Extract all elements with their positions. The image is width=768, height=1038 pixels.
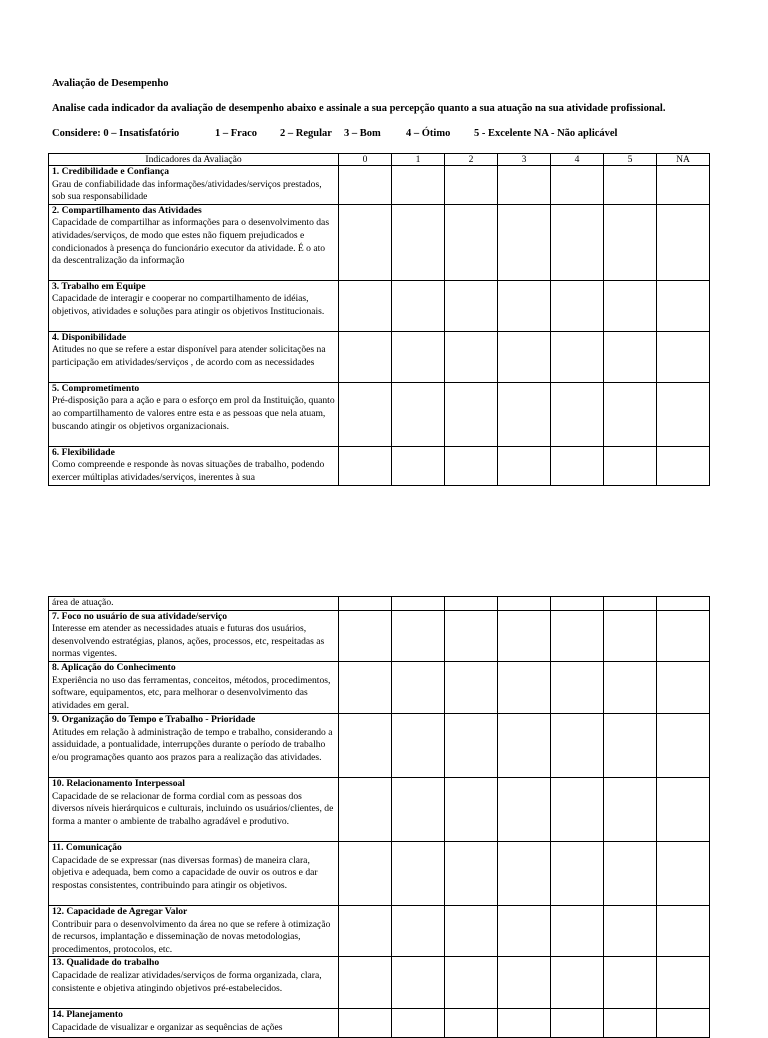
indicator-cell bbox=[49, 841, 339, 905]
instruction-text: Analise cada indicador da avaliação de desempenho abaixo e assinale a sua percepção quanto a sua atuação na sua atividade profissional. bbox=[52, 103, 666, 114]
rating-cell-na[interactable] bbox=[657, 1009, 710, 1038]
rating-cell-3[interactable] bbox=[498, 1009, 551, 1038]
indicator-cell bbox=[49, 957, 339, 1009]
scale-4: 4 – Ótimo bbox=[406, 128, 451, 139]
indicator-description: Contribuir para o desenvolvimento da área no que se refere à otimização de recursos, implantação e disseminação de novas metodologias, procedimentos, protocolos, etc. bbox=[52, 918, 331, 955]
rating-cell-2[interactable] bbox=[445, 841, 498, 905]
rating-cell-1[interactable] bbox=[392, 204, 445, 280]
indicator-title: 6. Flexibilidade bbox=[52, 446, 115, 458]
rating-cell-na[interactable] bbox=[657, 280, 710, 331]
rating-cell-3[interactable] bbox=[498, 204, 551, 280]
indicator-description: Atitudes em relação à administração de tempo e trabalho, considerando a assiduidade, a pontualidade, interrupções durante o período de trabalho e/ou programações quanto aos prazos para a realização das atividades. bbox=[52, 726, 333, 763]
rating-cell-1[interactable] bbox=[392, 597, 445, 611]
indicator-title: 1. Credibilidade e Confiança bbox=[52, 166, 170, 177]
column-header-3: 3 bbox=[498, 154, 551, 166]
indicator-description: Capacidade de compartilhar as informações para o desenvolvimento das atividades/serviços, de modo que estes não fiquem prejudicados e condicionados à presença do funcionário executor da atividade. É o ato da descentralização da informação bbox=[52, 217, 330, 267]
rating-cell-2[interactable] bbox=[445, 166, 498, 205]
rating-cell-2[interactable] bbox=[445, 382, 498, 446]
indicator-title: 4. Disponibilidade bbox=[52, 331, 127, 343]
rating-cell-2[interactable] bbox=[445, 1009, 498, 1038]
rating-cell-5[interactable] bbox=[604, 446, 657, 485]
column-header-4: 4 bbox=[551, 154, 604, 166]
rating-cell-0[interactable] bbox=[339, 1009, 392, 1038]
rating-cell-5[interactable] bbox=[604, 1009, 657, 1038]
rating-cell-5[interactable] bbox=[604, 610, 657, 661]
column-header-0: 0 bbox=[339, 154, 392, 166]
rating-cell-3[interactable] bbox=[498, 610, 551, 661]
table-row bbox=[49, 713, 710, 777]
rating-cell-4[interactable] bbox=[551, 166, 604, 205]
rating-cell-1[interactable] bbox=[392, 841, 445, 905]
rating-cell-3[interactable] bbox=[498, 280, 551, 331]
column-header-2: 2 bbox=[445, 154, 498, 166]
rating-cell-4[interactable] bbox=[551, 204, 604, 280]
rating-cell-na[interactable] bbox=[657, 713, 710, 777]
column-header-1: 1 bbox=[392, 154, 445, 166]
rating-cell-na[interactable] bbox=[657, 610, 710, 661]
table-row bbox=[49, 777, 710, 841]
rating-cell-0[interactable] bbox=[339, 331, 392, 382]
evaluation-table-part-2 bbox=[48, 596, 710, 1038]
indicator-title: 11. Comunicação bbox=[52, 841, 122, 853]
rating-cell-4[interactable] bbox=[551, 1009, 604, 1038]
continuation-cell bbox=[49, 597, 339, 611]
scale-0: Considere: 0 – Insatisfatório bbox=[52, 128, 180, 139]
column-header-5: 5 bbox=[604, 154, 657, 166]
indicator-description: Capacidade de se expressar (nas diversas formas) de maneira clara, objetiva e adequada, bem como a capacidade de ouvir os outros e dar respostas consistentes, contribuindo para atingir os objetivos. bbox=[52, 854, 318, 891]
table-row bbox=[49, 597, 710, 611]
rating-cell-4[interactable] bbox=[551, 957, 604, 1009]
rating-cell-4[interactable] bbox=[551, 713, 604, 777]
rating-cell-4[interactable] bbox=[551, 382, 604, 446]
rating-cell-4[interactable] bbox=[551, 331, 604, 382]
indicator-title: 9. Organização do Tempo e Trabalho - Prioridade bbox=[52, 713, 256, 725]
rating-cell-1[interactable] bbox=[392, 905, 445, 956]
indicator-cell bbox=[49, 777, 339, 841]
rating-cell-1[interactable] bbox=[392, 446, 445, 485]
rating-cell-0[interactable] bbox=[339, 280, 392, 331]
rating-cell-3[interactable] bbox=[498, 957, 551, 1009]
column-header-indicators: Indicadores da Avaliação bbox=[49, 154, 339, 166]
rating-cell-3[interactable] bbox=[498, 661, 551, 713]
rating-cell-1[interactable] bbox=[392, 661, 445, 713]
continuation-text: área de atuação. bbox=[52, 597, 114, 608]
indicator-cell bbox=[49, 166, 339, 205]
indicator-title: 14. Planejamento bbox=[52, 1009, 123, 1021]
rating-cell-5[interactable] bbox=[604, 597, 657, 611]
indicator-title: 10. Relacionamento Interpessoal bbox=[52, 777, 185, 789]
rating-cell-1[interactable] bbox=[392, 777, 445, 841]
rating-cell-3[interactable] bbox=[498, 166, 551, 205]
rating-cell-5[interactable] bbox=[604, 777, 657, 841]
indicator-description: Capacidade de visualizar e organizar as sequências de ações bbox=[52, 1021, 283, 1033]
rating-cell-0[interactable] bbox=[339, 610, 392, 661]
rating-cell-na[interactable] bbox=[657, 382, 710, 446]
rating-cell-0[interactable] bbox=[339, 382, 392, 446]
rating-cell-0[interactable] bbox=[339, 713, 392, 777]
rating-cell-5[interactable] bbox=[604, 280, 657, 331]
rating-cell-1[interactable] bbox=[392, 382, 445, 446]
rating-cell-2[interactable] bbox=[445, 957, 498, 1009]
table-row bbox=[49, 905, 710, 956]
rating-cell-3[interactable] bbox=[498, 597, 551, 611]
rating-cell-2[interactable] bbox=[445, 597, 498, 611]
rating-cell-0[interactable] bbox=[339, 661, 392, 713]
rating-cell-0[interactable] bbox=[339, 841, 392, 905]
table-row bbox=[49, 610, 710, 661]
rating-cell-3[interactable] bbox=[498, 841, 551, 905]
rating-cell-0[interactable] bbox=[339, 777, 392, 841]
rating-cell-1[interactable] bbox=[392, 1009, 445, 1038]
indicator-cell bbox=[49, 610, 339, 661]
rating-cell-2[interactable] bbox=[445, 280, 498, 331]
indicator-cell bbox=[49, 331, 339, 382]
document-title: Avaliação de Desempenho bbox=[52, 78, 169, 89]
rating-cell-4[interactable] bbox=[551, 841, 604, 905]
rating-cell-4[interactable] bbox=[551, 280, 604, 331]
rating-cell-0[interactable] bbox=[339, 905, 392, 956]
indicator-description: Pré-disposição para a ação e para o esforço em prol da Instituição, quanto ao compartilhamento de valores entre esta e as pessoas que nela atuam, buscando atingir os objetivos organizacionais. bbox=[52, 395, 335, 432]
rating-cell-na[interactable] bbox=[657, 661, 710, 713]
rating-cell-1[interactable] bbox=[392, 280, 445, 331]
table-row bbox=[49, 841, 710, 905]
indicator-cell bbox=[49, 280, 339, 331]
rating-cell-na[interactable] bbox=[657, 166, 710, 205]
column-header-na: NA bbox=[657, 154, 710, 166]
rating-cell-2[interactable] bbox=[445, 713, 498, 777]
table-row bbox=[49, 661, 710, 713]
rating-cell-0[interactable] bbox=[339, 166, 392, 205]
rating-cell-4[interactable] bbox=[551, 446, 604, 485]
indicator-cell bbox=[49, 1009, 339, 1038]
rating-cell-3[interactable] bbox=[498, 905, 551, 956]
scale-5-na: 5 - Excelente NA - Não aplicável bbox=[474, 128, 618, 139]
rating-cell-5[interactable] bbox=[604, 331, 657, 382]
table-header-row bbox=[49, 154, 710, 166]
rating-cell-4[interactable] bbox=[551, 661, 604, 713]
rating-cell-3[interactable] bbox=[498, 446, 551, 485]
rating-cell-3[interactable] bbox=[498, 713, 551, 777]
indicator-cell bbox=[49, 905, 339, 956]
rating-cell-2[interactable] bbox=[445, 661, 498, 713]
rating-cell-4[interactable] bbox=[551, 597, 604, 611]
rating-cell-4[interactable] bbox=[551, 610, 604, 661]
indicator-title: 3. Trabalho em Equipe bbox=[52, 280, 146, 292]
indicator-cell bbox=[49, 713, 339, 777]
rating-cell-2[interactable] bbox=[445, 905, 498, 956]
rating-cell-1[interactable] bbox=[392, 610, 445, 661]
rating-cell-0[interactable] bbox=[339, 446, 392, 485]
table-row bbox=[49, 280, 710, 331]
indicator-description: Experiência no uso das ferramentas, conceitos, métodos, procedimentos, software, equipamentos, etc, para melhorar o desenvolvimento das atividades em geral. bbox=[52, 674, 331, 711]
table-row bbox=[49, 331, 710, 382]
rating-cell-1[interactable] bbox=[392, 957, 445, 1009]
rating-cell-5[interactable] bbox=[604, 841, 657, 905]
indicator-description: Atitudes no que se refere a estar disponível para atender solicitações na participação em atividades/serviços , de acordo com as necessidades bbox=[52, 344, 326, 368]
scale-3: 3 – Bom bbox=[344, 128, 381, 139]
indicator-title: 7. Foco no usuário de sua atividade/serviço bbox=[52, 610, 228, 622]
rating-cell-2[interactable] bbox=[445, 204, 498, 280]
indicator-description: Como compreende e responde às novas situações de trabalho, podendo exercer múltiplas atividades/serviços, inerentes à sua bbox=[52, 459, 325, 483]
indicator-description: Capacidade de realizar atividades/serviços de forma organizada, clara, consistente e objetiva atingindo objetivos pré-estabelecidos. bbox=[52, 969, 322, 994]
evaluation-table-part-1 bbox=[48, 153, 710, 486]
rating-cell-5[interactable] bbox=[604, 204, 657, 280]
indicator-cell bbox=[49, 382, 339, 446]
indicator-description: Interesse em atender as necessidades atuais e futuras dos usuários, desenvolvendo estratégias, planos, ações, processos, etc, respeitadas as normas vigentes. bbox=[52, 623, 325, 660]
rating-cell-1[interactable] bbox=[392, 166, 445, 205]
table-row bbox=[49, 382, 710, 446]
rating-cell-5[interactable] bbox=[604, 957, 657, 1009]
rating-cell-0[interactable] bbox=[339, 204, 392, 280]
indicator-cell bbox=[49, 661, 339, 713]
indicator-title: 13. Qualidade do trabalho bbox=[52, 957, 160, 969]
indicator-title: 8. Aplicação do Conhecimento bbox=[52, 661, 176, 673]
rating-cell-4[interactable] bbox=[551, 777, 604, 841]
rating-cell-na[interactable] bbox=[657, 204, 710, 280]
rating-cell-2[interactable] bbox=[445, 610, 498, 661]
indicator-description: Grau de confiabilidade das informações/atividades/serviços prestados, sob sua responsabilidade bbox=[52, 178, 322, 203]
table-row bbox=[49, 1009, 710, 1038]
indicator-description: Capacidade de se relacionar de forma cordial com as pessoas dos diversos níveis hierárquicos e culturais, incluindo os usuários/clientes, de forma a manter o ambiente de trabalho agradável e produtivo. bbox=[52, 790, 334, 827]
table-row bbox=[49, 957, 710, 1009]
rating-cell-5[interactable] bbox=[604, 166, 657, 205]
rating-cell-1[interactable] bbox=[392, 331, 445, 382]
rating-cell-2[interactable] bbox=[445, 446, 498, 485]
indicator-title: 2. Compartilhamento das Atividades bbox=[52, 204, 202, 216]
rating-cell-0[interactable] bbox=[339, 597, 392, 611]
rating-cell-5[interactable] bbox=[604, 661, 657, 713]
indicator-cell bbox=[49, 204, 339, 280]
rating-cell-2[interactable] bbox=[445, 777, 498, 841]
rating-cell-4[interactable] bbox=[551, 905, 604, 956]
rating-cell-na[interactable] bbox=[657, 597, 710, 611]
indicator-description: Capacidade de interagir e cooperar no compartilhamento de idéias, objetivos, atividades e soluções para atingir os objetivos Institucionais. bbox=[52, 293, 325, 317]
scale-1: 1 – Fraco bbox=[215, 128, 257, 139]
indicator-title: 12. Capacidade de Agregar Valor bbox=[52, 905, 188, 917]
rating-cell-5[interactable] bbox=[604, 382, 657, 446]
rating-cell-2[interactable] bbox=[445, 331, 498, 382]
table-row bbox=[49, 166, 710, 205]
indicator-cell bbox=[49, 446, 339, 485]
rating-cell-3[interactable] bbox=[498, 382, 551, 446]
rating-cell-na[interactable] bbox=[657, 905, 710, 956]
rating-cell-na[interactable] bbox=[657, 777, 710, 841]
rating-cell-5[interactable] bbox=[604, 905, 657, 956]
rating-cell-0[interactable] bbox=[339, 957, 392, 1009]
table-row bbox=[49, 204, 710, 280]
rating-cell-na[interactable] bbox=[657, 957, 710, 1009]
rating-cell-na[interactable] bbox=[657, 331, 710, 382]
rating-cell-na[interactable] bbox=[657, 446, 710, 485]
rating-cell-3[interactable] bbox=[498, 777, 551, 841]
table-row bbox=[49, 446, 710, 485]
rating-cell-na[interactable] bbox=[657, 841, 710, 905]
indicator-title: 5. Comprometimento bbox=[52, 382, 140, 394]
scale-2: 2 – Regular bbox=[280, 128, 332, 139]
rating-cell-5[interactable] bbox=[604, 713, 657, 777]
rating-cell-1[interactable] bbox=[392, 713, 445, 777]
rating-cell-3[interactable] bbox=[498, 331, 551, 382]
